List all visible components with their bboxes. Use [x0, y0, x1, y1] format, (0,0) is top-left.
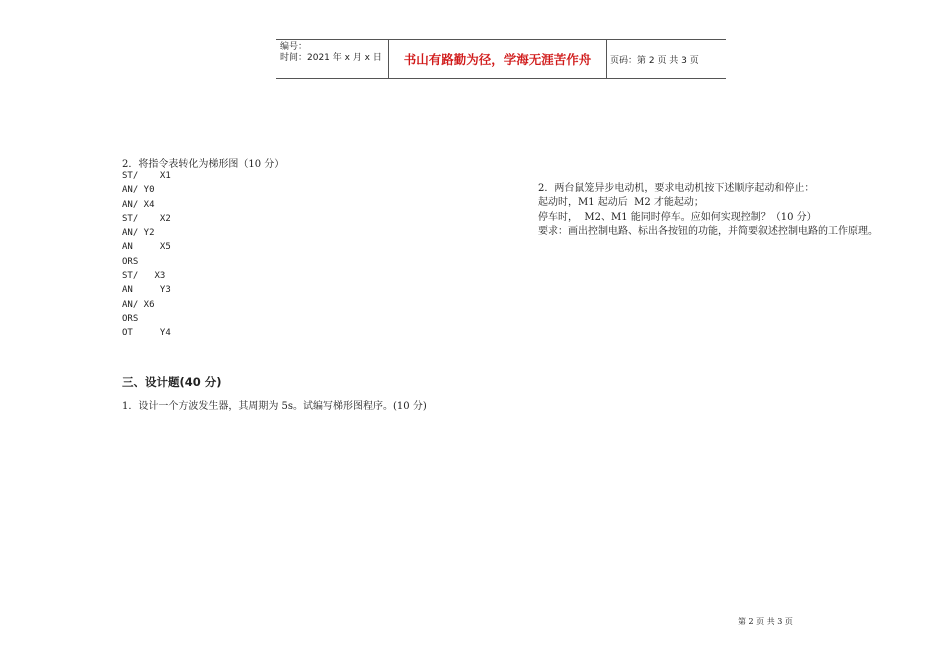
instruction-line: ST/ X2	[122, 213, 171, 224]
instruction-line: ST/ X3	[122, 271, 166, 282]
instruction-line: ORS	[122, 256, 139, 267]
instruction-line: OT Y4	[122, 328, 171, 339]
instruction-line: ST/ X1	[122, 171, 171, 181]
number-label: 编号：	[280, 42, 308, 52]
instruction-line: AN X5	[122, 242, 171, 253]
question-2-left-title: 2．将指令表转化为梯形图（10 分）	[122, 159, 285, 170]
instruction-line: AN/ X6	[122, 299, 155, 310]
instruction-line: AN/ X4	[122, 199, 155, 210]
section-3-question-1: 1．设计一个方波发生器，其周期为 5s。试编写梯形图程序。(10 分)	[122, 401, 427, 412]
instruction-line: AN/ Y0	[122, 185, 155, 196]
header-meta	[276, 40, 389, 78]
header-page-info: 页码：第 2 页 共 3 页	[610, 55, 699, 66]
header-motto: 书山有路勤为径，学海无涯苦作舟	[389, 40, 607, 78]
time-label: 时间：2021 年 x 月 x 日	[280, 53, 382, 63]
instruction-line: AN Y3	[122, 285, 171, 296]
question-2-right-line: 起动时，M1 起动后 M2 才能起动；	[538, 197, 704, 209]
question-2-right-line: 停车时， M2、M1 能同时停车。应如何实现控制？（10 分）	[538, 211, 817, 223]
instruction-list	[122, 169, 171, 341]
page-footer: 第 2 页 共 3 页	[738, 617, 793, 626]
instruction-line: ORS	[122, 313, 139, 324]
instruction-line: AN/ Y2	[122, 228, 155, 239]
question-2-right-line: 要求：画出控制电路、标出各按钮的功能，并简要叙述控制电路的工作原理。	[538, 225, 878, 237]
page-header	[276, 39, 726, 79]
question-2-right	[538, 182, 888, 239]
section-3-title: 三、设计题(40 分)	[122, 375, 222, 389]
question-2-right-line: 2．两台鼠笼异步电动机，要求电动机按下述顺序起动和停止：	[538, 183, 815, 194]
